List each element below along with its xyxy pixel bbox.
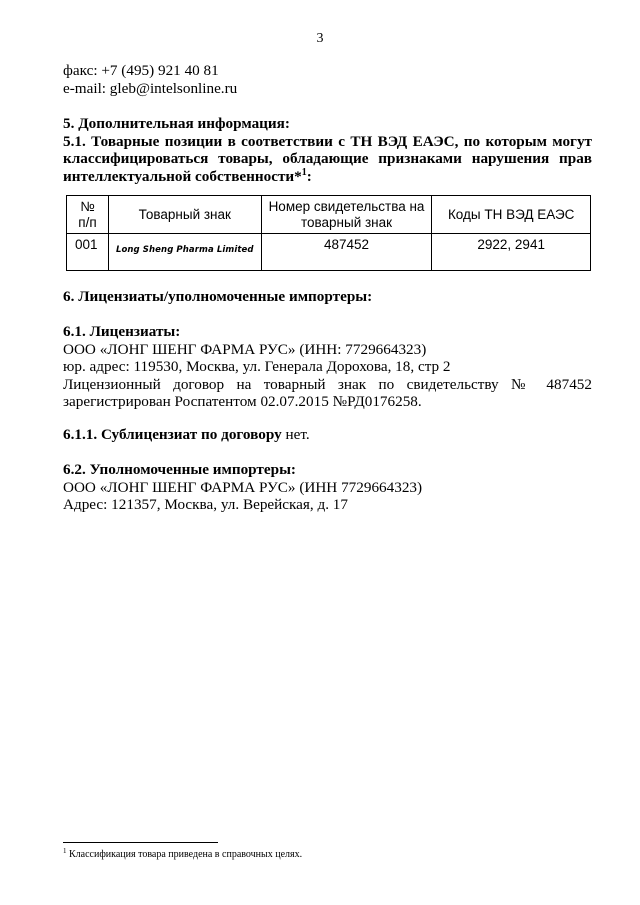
footnote-divider [63,842,218,843]
section-5-1-line3-text: интеллектуальной собственности* [63,167,302,185]
cell-certificate: 487452 [261,234,432,271]
page-number: 3 [316,31,324,46]
sublicensee-line [63,426,592,444]
footnote-mark: 1 [63,847,67,855]
importer-address: Адрес: 121357, Москва, ул. Верейская, д. 17 [63,496,348,513]
section-5-1-line2: классифицироваться товары, обладающие признаками нарушения прав [63,150,592,167]
footnote [63,849,302,861]
license-line1: Лицензионный договор на товарный знак по свидетельству № 487452 [63,375,592,393]
email-line: e-mail: gleb@intelsonline.ru [63,79,238,97]
table-row [67,234,591,271]
trademark-table [66,195,591,271]
cell-trademark [108,234,261,271]
section-6-heading: 6. Лицензиаты/уполномоченные импортеры: [63,288,373,305]
sublicensee-heading: 6.1.1. Сублицензиат по договору [63,426,282,443]
cell-num: 001 [67,234,109,271]
contact-block [63,62,592,97]
footnote-text: Классификация товара приведена в справочных целях. [66,849,303,860]
footnote-ref: 1 [301,166,307,178]
importers-heading: 6.2. Уполномоченные импортеры: [63,461,296,478]
sublicensee-value: нет. [281,426,310,443]
licensees-block [63,323,592,411]
section-5 [63,115,592,185]
header-codes: Коды ТН ВЭД ЕАЭС [432,196,591,234]
license-line2: зарегистрирован Роспатентом 02.07.2015 №РД0176258. [63,393,422,410]
importers-block [63,461,592,514]
header-trademark: Товарный знак [108,196,261,234]
fax-line: факс: +7 (495) 921 40 81 [63,62,219,79]
trademark-logo: Long Sheng Pharma Limited [115,245,254,255]
cell-codes: 2922, 2941 [432,234,591,271]
section-5-heading: 5. Дополнительная информация: [63,115,290,132]
header-certificate: Номер свидетельства на товарный знак [261,196,432,234]
section-5-1-colon: : [306,167,312,185]
header-num: № п/п [67,196,109,234]
licensee-name: ООО «ЛОНГ ШЕНГ ФАРМА РУС» (ИНН: 7729664323) [63,340,427,358]
licensee-address: юр. адрес: 119530, Москва, ул. Генерала Дорохова, 18, стр 2 [63,358,451,375]
table-header-row [67,196,591,234]
licensees-heading: 6.1. Лицензиаты: [63,323,181,340]
importer-name: ООО «ЛОНГ ШЕНГ ФАРМА РУС» (ИНН 7729664323) [63,478,423,496]
section-5-1-line1: 5.1. Товарные позиции в соответствии с ТН ВЭД ЕАЭС, по которым могут [63,132,592,150]
section-5-1-line3 [63,168,592,186]
